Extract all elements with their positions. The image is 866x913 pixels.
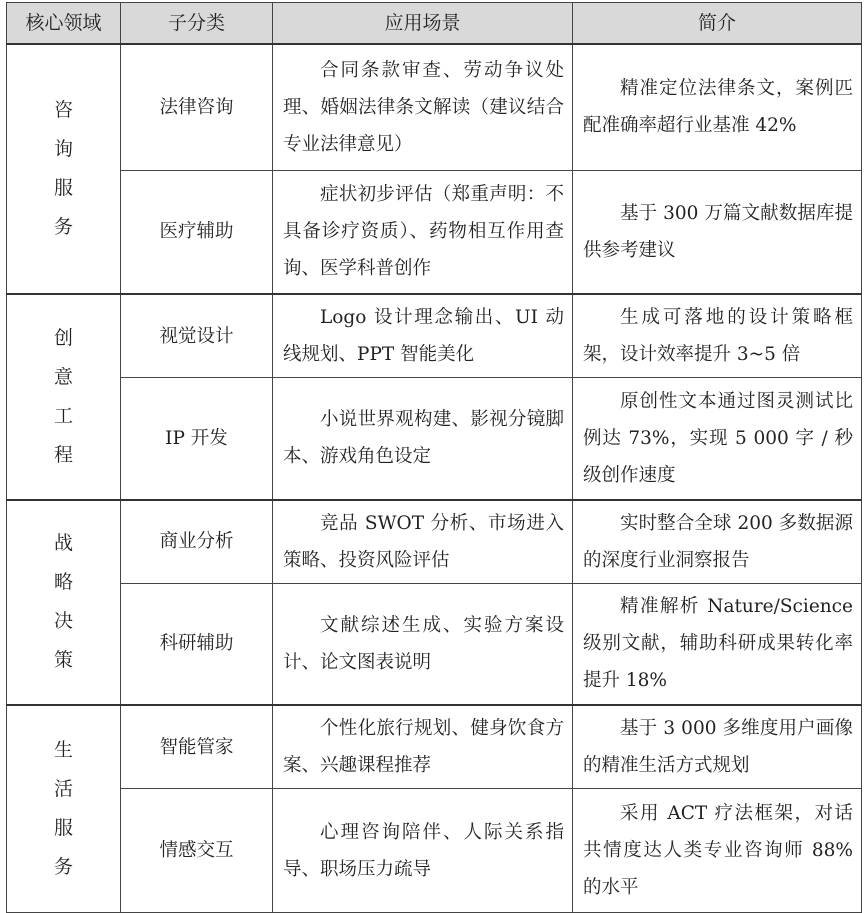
table-row: [7, 170, 862, 294]
scenario-cell: Logo 设计理念输出、UI 动线规划、PPT 智能美化: [273, 294, 573, 378]
subcategory-cell: 情感交互: [121, 789, 273, 913]
header-subcategory: 子分类: [121, 3, 273, 45]
intro-cell: 采用 ACT 疗法框架，对话共情度达人类专业咨询师 88% 的水平: [573, 789, 862, 913]
scenario-cell: 小说世界观构建、影视分镜脚本、游戏角色设定: [273, 378, 573, 500]
table-row: [7, 294, 862, 378]
area-cell: 咨 询 服 务: [7, 44, 121, 294]
header-intro: 简介: [573, 3, 862, 45]
table-row: [7, 44, 862, 170]
scenario-cell: 竞品 SWOT 分析、市场进入策略、投资风险评估: [273, 500, 573, 584]
table-row: [7, 705, 862, 789]
subcategory-cell: 商业分析: [121, 500, 273, 584]
intro-cell: 基于 300 万篇文献数据库提供参考建议: [573, 170, 862, 294]
scenario-cell: 合同条款审查、劳动争议处理、婚姻法律条文解读（建议结合专业法律意见）: [273, 44, 573, 170]
subcategory-cell: IP 开发: [121, 378, 273, 500]
scenario-cell: 心理咨询陪伴、人际关系指导、职场压力疏导: [273, 789, 573, 913]
intro-cell: 基于 3 000 多维度用户画像的精准生活方式规划: [573, 705, 862, 789]
table-row: [7, 583, 862, 705]
header-scenario: 应用场景: [273, 3, 573, 45]
area-cell: 生 活 服 务: [7, 705, 121, 913]
intro-cell: 实时整合全球 200 多数据源的深度行业洞察报告: [573, 500, 862, 584]
header-row: [7, 3, 862, 45]
area-cell: 战 略 决 策: [7, 500, 121, 706]
intro-cell: 精准解析 Nature/Science 级别文献，辅助科研成果转化率提升 18%: [573, 583, 862, 705]
table-row: [7, 378, 862, 500]
area-cell: 创 意 工 程: [7, 294, 121, 500]
subcategory-cell: 法律咨询: [121, 44, 273, 170]
scenario-cell: 症状初步评估（郑重声明：不具备诊疗资质）、药物相互作用查询、医学科普创作: [273, 170, 573, 294]
table-row: [7, 789, 862, 913]
intro-cell: 精准定位法律条文，案例匹配准确率超行业基准 42%: [573, 44, 862, 170]
header-area: 核心领域: [7, 3, 121, 45]
intro-cell: 原创性文本通过图灵测试比例达 73%，实现 5 000 字 / 秒级创作速度: [573, 378, 862, 500]
scenario-cell: 个性化旅行规划、健身饮食方案、兴趣课程推荐: [273, 705, 573, 789]
intro-cell: 生成可落地的设计策略框架，设计效率提升 3~5 倍: [573, 294, 862, 378]
subcategory-cell: 视觉设计: [121, 294, 273, 378]
table-wrapper: [6, 2, 862, 913]
subcategory-cell: 智能管家: [121, 705, 273, 789]
subcategory-cell: 医疗辅助: [121, 170, 273, 294]
table-row: [7, 500, 862, 584]
scenario-cell: 文献综述生成、实验方案设计、论文图表说明: [273, 583, 573, 705]
application-table: [6, 2, 862, 913]
subcategory-cell: 科研辅助: [121, 583, 273, 705]
